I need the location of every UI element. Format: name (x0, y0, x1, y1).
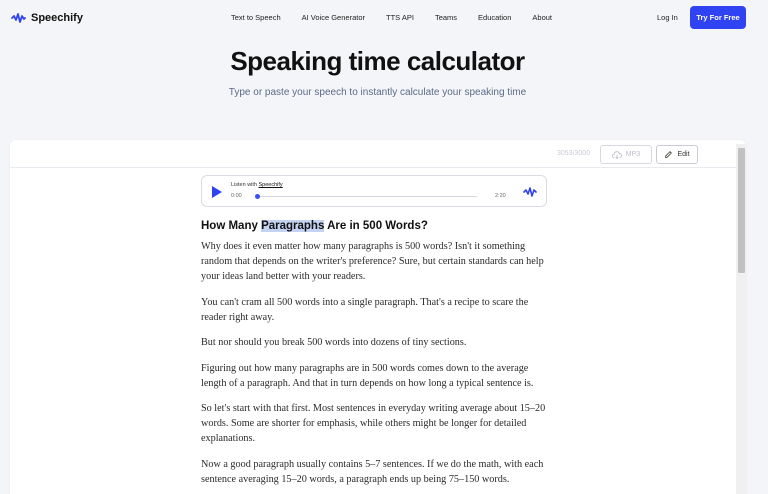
speechify-wave-icon (523, 186, 537, 198)
paragraph: But nor should you break 500 words into dozens of tiny sections. (201, 337, 467, 348)
edit-label: Edit (677, 151, 690, 158)
current-time: 0:00 (231, 193, 242, 199)
edit-button[interactable] (656, 145, 698, 164)
progress-knob[interactable] (255, 194, 260, 199)
nav-link-teams[interactable]: Teams (434, 13, 458, 22)
nav-link-about[interactable]: About (532, 13, 552, 22)
try-for-free-button[interactable]: Try For Free (690, 6, 746, 29)
editor-card (10, 140, 746, 494)
speechify-logo-icon (11, 12, 26, 24)
nav-link-tts-api[interactable]: TTS API (386, 13, 414, 22)
editor-toolbar (10, 140, 746, 168)
paragraph: Figuring out how many paragraphs are in 500 words comes down to the average length of a paragraph. And that in turn depends on how long a typical sentence is. (201, 362, 534, 389)
nav-link-education[interactable]: Education (478, 13, 512, 22)
highlighted-word: Paragraphs (261, 220, 325, 232)
nav-link-text-to-speech[interactable]: Text to Speech (231, 13, 281, 22)
page-title: Speaking time calculator (230, 46, 525, 76)
speechify-link[interactable]: Speechify (258, 182, 283, 188)
paragraph: Now a good paragraph usually contains 5–7 sentences. If we do the math, with each sentence averaging 15–20 words, a paragraph ends up being 75–150 words. (201, 458, 544, 485)
scrollbar-thumb[interactable] (738, 148, 745, 273)
speech-text[interactable] (201, 220, 551, 494)
audio-player (201, 175, 547, 207)
paragraph: You can't cram all 500 words into a single paragraph. That's a recipe to scare the reader right away. (201, 296, 529, 323)
word-counter: 3053/3000 (557, 150, 591, 157)
nav-link-ai-voice-generator[interactable]: AI Voice Generator (301, 13, 365, 22)
login-link[interactable]: Log In (657, 13, 678, 22)
total-time: 2:20 (495, 193, 506, 199)
cloud-download-icon (612, 151, 622, 159)
page-subtitle: Type or paste your speech to instantly calculate your speaking time (228, 87, 527, 98)
paragraph: Why does it even matter how many paragraphs is 500 words? Isn't it something random that depends on the writer's preference? Sure, but certain standards can help your ideas land better with your readers. (201, 241, 544, 282)
vertical-scrollbar[interactable] (736, 144, 747, 494)
listen-with-label: Listen with Speechify (231, 182, 283, 188)
top-nav (0, 0, 768, 36)
mp3-label: MP3 (625, 151, 641, 158)
nav-links (231, 13, 573, 22)
paragraph: So let's start with that first. Most sentences in everyday writing average about 15–20 words. Some are shorter for emphasis, while others might be longer for detailed explanations. (201, 403, 546, 444)
brand-logo[interactable] (11, 10, 83, 26)
brand-name: Speechify (31, 12, 83, 24)
pencil-icon (664, 150, 673, 159)
article-heading: How Many Paragraphs Are in 500 Words? (201, 220, 428, 232)
play-icon[interactable] (211, 185, 223, 199)
progress-track[interactable] (257, 196, 477, 197)
mp3-download-button[interactable] (600, 145, 652, 164)
